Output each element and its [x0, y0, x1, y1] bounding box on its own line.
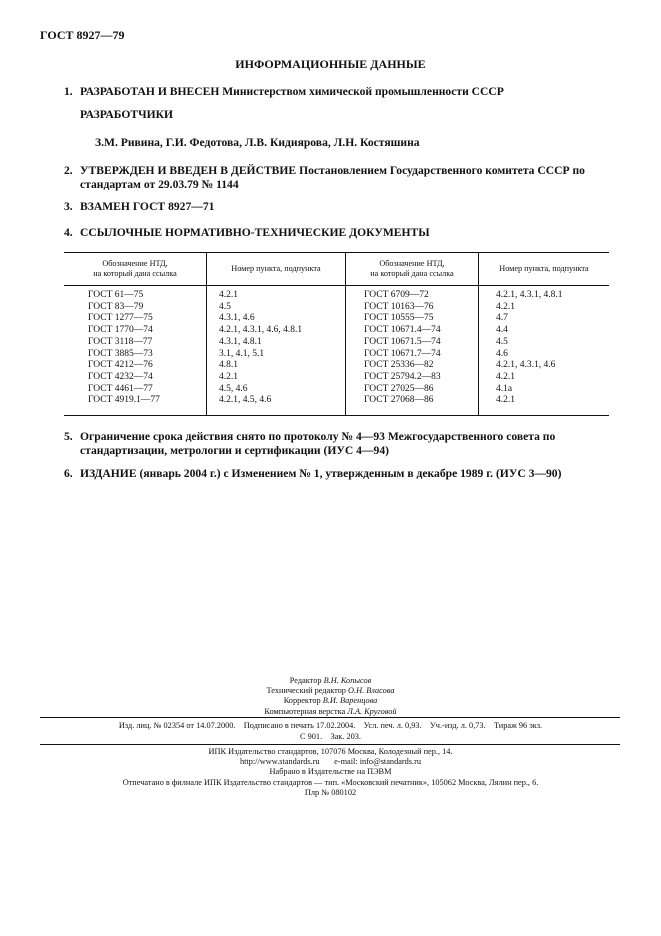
- publisher-address: ИПК Издательство стандартов, 107076 Москва, Колодезный пер., 14.: [208, 747, 453, 756]
- col-header-clause: Номер пункта, подпункта: [479, 253, 610, 286]
- table-row: ГОСТ 1277—75 4.3.1, 4.6 ГОСТ 10555—75 4.7: [64, 313, 609, 325]
- developers-list: З.М. Ривина, Г.И. Федотова, Л.В. Кидиярова, Л.Н. Костяшина: [95, 136, 420, 149]
- item-6: [64, 467, 609, 481]
- table-row: ГОСТ 4232—74 4.2.1 ГОСТ 25794.2—83 4.2.1: [64, 372, 609, 384]
- table-row: ГОСТ 4919.1—77 4.2.1, 4.5, 4.6 ГОСТ 27068—86 4.2.1: [64, 395, 609, 415]
- item-number: 6.: [64, 467, 73, 480]
- order-details: С 901. Зак. 203.: [300, 732, 361, 741]
- item-heading: УТВЕРЖДЕН И ВВЕДЕН В ДЕЙСТВИЕ: [80, 164, 297, 177]
- layout-line: Компьютерная верстка Л.А. Круговой: [264, 706, 397, 716]
- col-header-clause: Номер пункта, подпункта: [207, 253, 346, 286]
- table-row: ГОСТ 3885—73 3.1, 4.1, 5.1 ГОСТ 10671.7—74 4.6: [64, 349, 609, 361]
- item-5: [64, 430, 609, 458]
- item-number: 1.: [64, 85, 73, 98]
- publication-details: Изд. лиц. № 02354 от 14.07.2000. Подписано в печать 17.02.2004. Усл. печ. л. 0,93. Уч.-изд. л. 0,73. Тираж 96 экз.: [118, 721, 543, 730]
- col-header-doc: Обозначение НТД, на который дана ссылка: [64, 253, 207, 286]
- table-row: ГОСТ 4461—77 4.5, 4.6 ГОСТ 27025—86 4.1а: [64, 384, 609, 396]
- divider: [40, 717, 620, 718]
- col-header-doc: Обозначение НТД, на который дана ссылка: [346, 253, 479, 286]
- table-row: ГОСТ 61—75 4.2.1 ГОСТ 6709—72 4.2.1, 4.3.1, 4.8.1: [64, 286, 609, 302]
- table-header-row: [64, 253, 609, 286]
- item-text: (январь 2004 г.) с Изменением № 1, утвержденным в декабре 1989 г. (ИУС 3—90): [136, 467, 562, 480]
- item-text: ВЗАМЕН ГОСТ 8927—71: [80, 200, 215, 213]
- item-number: 3.: [64, 200, 73, 213]
- license-number: Плр № 080102: [304, 787, 357, 797]
- item-heading: РАЗРАБОТАН И ВНЕСЕН: [80, 85, 220, 98]
- item-number: 2.: [64, 164, 73, 177]
- tech-editor-line: Технический редактор О.Н. Власова: [266, 686, 395, 696]
- item-heading: ИЗДАНИЕ: [80, 467, 137, 480]
- document-code: ГОСТ 8927—79: [40, 28, 125, 42]
- table-row: ГОСТ 1770—74 4.2.1, 4.3.1, 4.6, 4.8.1 ГОСТ 10671.4—74 4.4: [64, 325, 609, 337]
- item-4: [64, 226, 609, 240]
- item-text: Ограничение срока действия снято по протоколу № 4—93 Межгосударственного совета по стандартизации, метрологии и сертификации (ИУС 4—94): [80, 430, 556, 457]
- item-text: Постановлением Государственного комитета СССР по стандартам от 29.03.79 № 1144: [80, 164, 585, 191]
- editor-line: Редактор В.Н. Копысов: [289, 676, 372, 685]
- corrector-line: Корректор В.И. Варенцова: [283, 696, 378, 706]
- table-row: ГОСТ 4212—76 4.8.1 ГОСТ 25336—82 4.2.1, 4.3.1, 4.6: [64, 360, 609, 372]
- item-1: [64, 85, 609, 99]
- references-table: [64, 252, 609, 416]
- divider: [40, 744, 620, 745]
- printed-note: Отпечатано в филиале ИПК Издательство стандартов — тип. «Московский печатник», 105062 Москва, Лялин пер., 6.: [122, 777, 539, 787]
- item-number: 4.: [64, 226, 73, 239]
- item-2: [64, 164, 609, 192]
- publisher-block: [0, 747, 661, 798]
- developers-label: РАЗРАБОТЧИКИ: [80, 108, 174, 121]
- publisher-contacts: http://www.standards.ru e-mail: info@standards.ru: [239, 757, 422, 767]
- table-row: ГОСТ 83—79 4.5 ГОСТ 10163—76 4.2.1: [64, 302, 609, 314]
- page-title: ИНФОРМАЦИОННЫЕ ДАННЫЕ: [235, 57, 426, 71]
- imprint-credits: [0, 676, 661, 717]
- item-3: [64, 200, 609, 214]
- item-text: Министерством химической промышленности СССР: [219, 85, 504, 98]
- item-number: 5.: [64, 430, 73, 443]
- item-text: ССЫЛОЧНЫЕ НОРМАТИВНО-ТЕХНИЧЕСКИЕ ДОКУМЕНТЫ: [80, 226, 430, 239]
- table-row: ГОСТ 3118—77 4.3.1, 4.8.1 ГОСТ 10671.5—74 4.5: [64, 337, 609, 349]
- typeset-note: Набрано в Издательстве на ПЭВМ: [269, 767, 392, 777]
